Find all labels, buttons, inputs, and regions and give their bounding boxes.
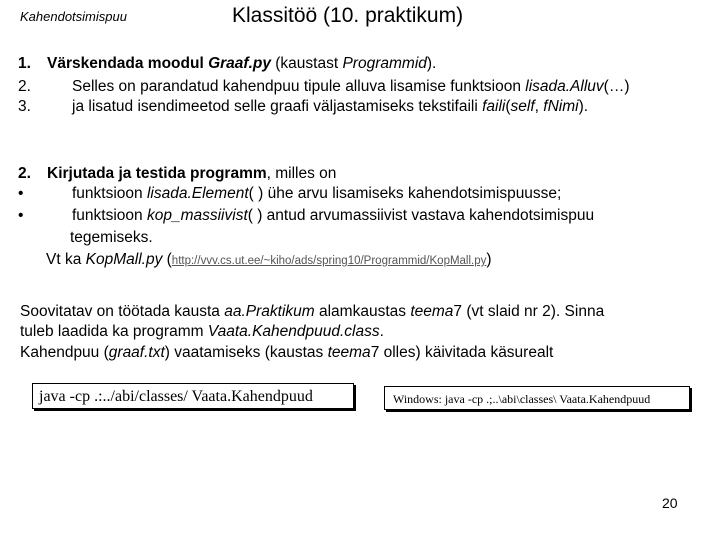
item-3-number: 3. xyxy=(18,98,31,115)
para-text: 7 (vt slaid nr 2). Sinna xyxy=(453,303,605,320)
para-text: tuleb laadida ka programm xyxy=(20,323,208,340)
see-also xyxy=(46,250,492,271)
see-also-text: Vt ka xyxy=(46,251,86,268)
item-2-function: lisada.Alluv xyxy=(525,78,604,95)
bullet-1 xyxy=(0,184,720,204)
para-line-2 xyxy=(20,322,384,342)
task-2-lead: Kirjutada ja testida programm xyxy=(47,165,267,182)
item-2-text: Selles on parandatud kahendpuu tipule alluva lisamise funktsioon xyxy=(72,78,526,95)
header-label: Kahendotsimispuu xyxy=(20,9,127,24)
paren-close: ). xyxy=(578,98,589,115)
folder-name: Programmid xyxy=(342,55,427,72)
item-2-number: 2. xyxy=(18,78,31,95)
bullet-2-text: funktsioon xyxy=(72,207,147,224)
item-2 xyxy=(0,77,720,97)
para-text: Kahendpuu ( xyxy=(20,344,109,361)
item-3-text: ja lisatud isendimeetod selle graafi väljastamiseks tekstifaili xyxy=(72,98,483,115)
file-name: graaf.txt xyxy=(108,344,165,361)
page-number: 20 xyxy=(662,495,678,511)
bullet-1-function: lisada.Element xyxy=(146,185,249,202)
module-name: Graaf.py xyxy=(208,55,271,72)
item-1-text: (kaustast xyxy=(270,55,343,72)
item-1-end: ). xyxy=(426,55,437,72)
para-text: ) vaatamiseks (kaustas xyxy=(164,344,328,361)
para-text: alamkaustas xyxy=(314,303,411,320)
item-3-function: faili xyxy=(482,98,506,115)
paren-open: ( xyxy=(162,251,172,268)
task-2 xyxy=(0,164,720,184)
bullet-2-rest: ( ) antud arvumassiivist vastava kahendotsimispuu xyxy=(247,207,595,224)
page-title: Klassitöö (10. praktikum) xyxy=(232,4,464,27)
subfolder-name: teema xyxy=(327,344,371,361)
kopmall-link[interactable]: http://vvv.cs.ut.ee/~kiho/ads/spring10/Programmid/KopMall.py xyxy=(171,255,487,267)
bullet-1-rest: ( ) ühe arvu lisamiseks kahendotsimispuusse; xyxy=(248,185,562,202)
task-2-number: 2. xyxy=(18,165,31,182)
item-1-lead: Värskendada moodul xyxy=(47,55,204,72)
item-2-args: (…) xyxy=(603,78,630,95)
subfolder-name: teema xyxy=(410,303,454,320)
task-2-text: , milles on xyxy=(266,165,337,182)
item-1 xyxy=(0,54,720,74)
para-line-1 xyxy=(20,302,604,322)
param-fnimi: fNimi xyxy=(543,98,579,115)
unix-command-box: java -cp .:../abi/classes/ Vaata.Kahendpuud xyxy=(32,383,354,409)
bullet-2-function: kop_massiivist xyxy=(146,207,248,224)
para-line-3 xyxy=(20,343,553,363)
paren-open: ( xyxy=(505,98,511,115)
see-also-file: KopMall.py xyxy=(85,251,163,268)
param-self: self xyxy=(510,98,535,115)
paren-close: ) xyxy=(486,251,492,268)
item-3 xyxy=(0,97,720,117)
bullet-1-text: funktsioon xyxy=(72,185,147,202)
windows-command-box: Windows: java -cp .;..\abi\classes\ Vaata.Kahendpuud xyxy=(384,386,690,410)
class-name: Vaata.Kahendpuud.class xyxy=(207,323,380,340)
para-text: 7 olles) käivitada käsurealt xyxy=(370,344,554,361)
bullet-mark: • xyxy=(18,185,24,202)
bullet-mark: • xyxy=(18,207,24,224)
para-text: Soovitatav on töötada kausta xyxy=(20,303,225,320)
bullet-2 xyxy=(0,206,720,226)
folder-name: aa.Praktikum xyxy=(224,303,315,320)
comma: , xyxy=(534,98,544,115)
bullet-2-continuation: tegemiseks. xyxy=(70,229,153,246)
para-text: . xyxy=(379,323,384,340)
item-1-number: 1. xyxy=(18,55,31,72)
